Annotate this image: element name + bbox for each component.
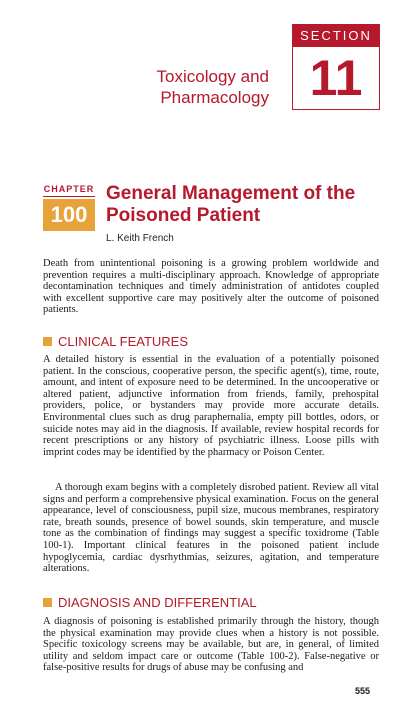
intro-paragraph: Death from unintentional poisoning is a growing problem worldwide and prevention requires a multi-disciplinary approach. Knowledge of appropriate decontamination techniques and timely administration of antidotes coupled with excellent supportive care may positively alter the outcome of poisoned patients. <box>43 258 379 316</box>
clinical-paragraph-2: A thorough exam begins with a completely disrobed patient. Review all vital signs and perform a comprehensive physical examination. Focus on the general appearance, level of consciousness, pupil size, mucous membranes, respiratory rate, breath sounds, presence of bowel sounds, skin temperature, and muscle tone as the combination of findings may suggest a specific toxidrome (Table 100-1). Important clinical features in the poisoned patient include hypoglycemia, cardiac dysrhythmias, seizures, agitation, and temperature alterations. <box>43 482 379 575</box>
chapter-title-line-1: General Management of the <box>106 183 356 204</box>
section-title-line-2: Pharmacology <box>160 88 269 107</box>
diagnosis-heading <box>43 595 257 611</box>
clinical-features-heading <box>43 334 188 350</box>
clinical-paragraph-1: A detailed history is essential in the evaluation of a potentially poisoned patient. In the conscious, cooperative person, the specific agent(s), time, route, amount, and intent of exposure need to be determined. In the uncooperative or altered patient, adjunctive information from friends, family, prehospital providers, police, or bystanders may provide more accurate details. Environmental clues such as drug paraphernalia, empty pill bottles, odors, or suicide notes may aid in the diagnosis. If available, review hospital records for recent prescriptions or any history of psychiatric illness. Loose pills with imprint codes may be identified by the pharmacy or Poison Center. <box>43 354 379 458</box>
page-number: 555 <box>355 686 371 696</box>
diagnosis-paragraph-1: A diagnosis of poisoning is established primarily through the history, though the physical examination may provide clues when a history is not possible. Specific toxicology screens may be available, but are, in general, of limited utility and seldom impact care or outcome (Table 100-2). False-negative or false-positive results for drugs of abuse may be confusing and <box>43 616 379 674</box>
section-label: SECTION <box>293 25 379 47</box>
section-badge <box>292 24 380 110</box>
clinical-features-heading-text: CLINICAL FEATURES <box>58 334 189 349</box>
heading-square-icon <box>43 337 52 346</box>
chapter-title <box>106 183 376 227</box>
chapter-number: 100 <box>43 199 95 231</box>
section-title <box>157 66 269 108</box>
chapter-author: L. Keith French <box>106 233 174 244</box>
diagnosis-heading-text: DIAGNOSIS AND DIFFERENTIAL <box>58 595 257 610</box>
chapter-title-line-2: Poisoned Patient <box>106 205 261 226</box>
chapter-label: CHAPTER <box>43 183 95 197</box>
heading-square-icon <box>43 598 52 607</box>
chapter-badge <box>43 183 95 231</box>
section-number: 11 <box>309 50 363 106</box>
section-title-line-1: Toxicology and <box>156 67 269 86</box>
